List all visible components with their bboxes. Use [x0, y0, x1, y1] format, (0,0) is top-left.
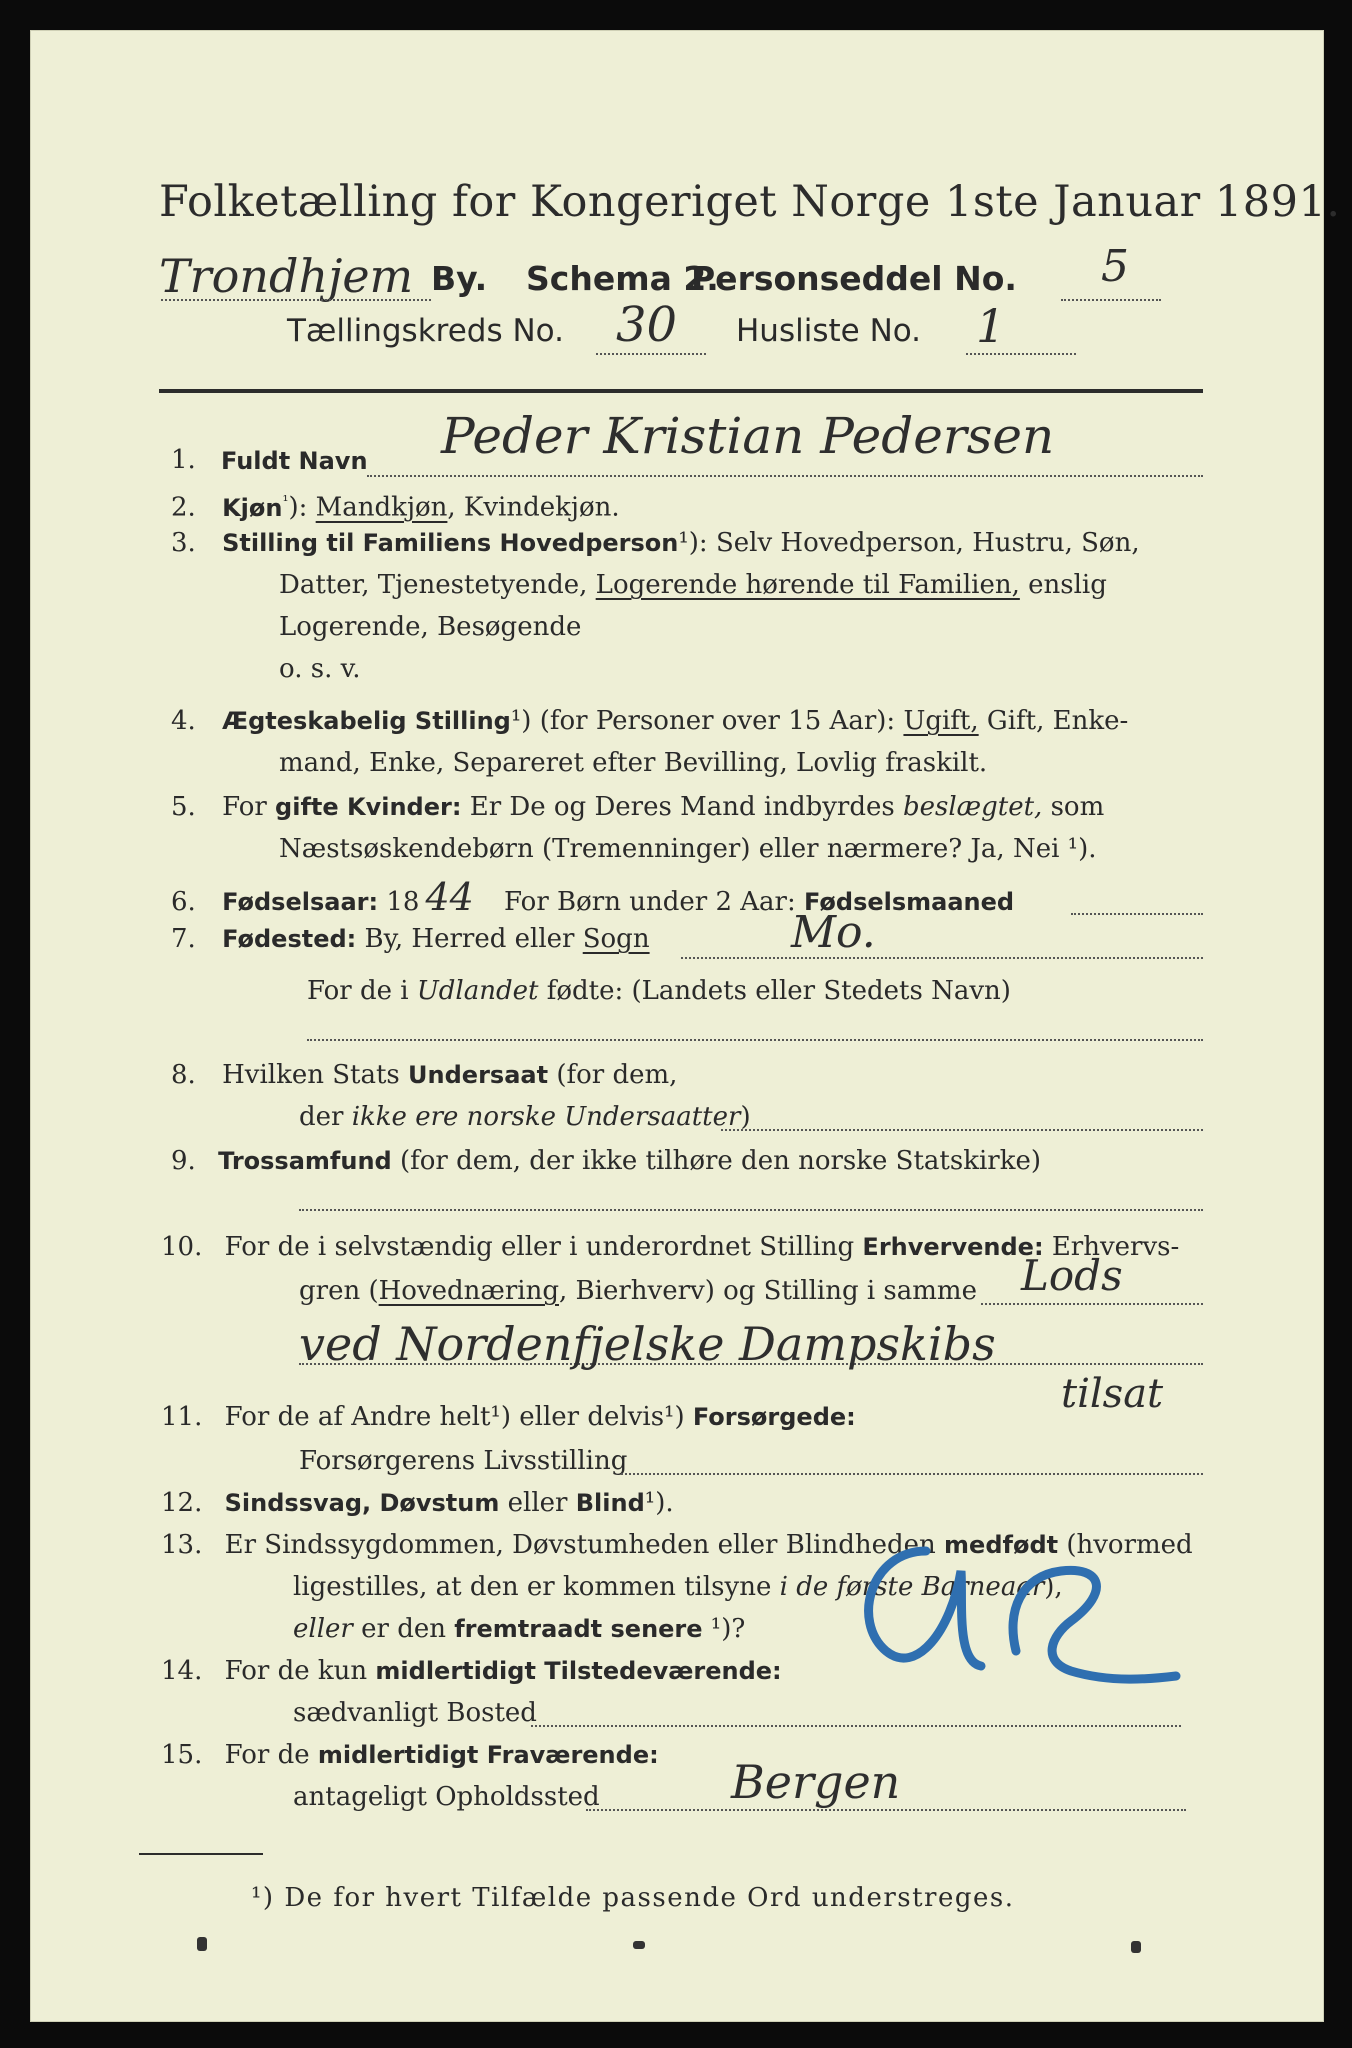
q11-line2: Forsørgerens Livsstilling — [299, 1446, 628, 1476]
q8-line1-end: (for dem, — [548, 1060, 678, 1090]
q10-answer-employer: ved Nordenfjelske Dampskibs — [299, 1317, 996, 1371]
q7-answer: Mo. — [791, 907, 876, 958]
kreds-label: Tællingskreds No. — [287, 313, 564, 349]
q10-hovednaering-underlined: Hovednæring — [378, 1276, 559, 1306]
q2-mandkjon-underlined: Mandkjøn — [315, 492, 448, 523]
q2-number: 2. — [171, 492, 196, 523]
city-dotline — [161, 299, 431, 301]
q14-number: 14. — [161, 1656, 203, 1686]
q7-line1 — [171, 919, 650, 959]
q9-label: Trossamfund — [218, 1147, 392, 1175]
q4-number: 4. — [171, 706, 196, 736]
q14-dotline — [531, 1725, 1181, 1727]
q10-answer-tilsat: tilsat — [1061, 1371, 1164, 1417]
footnote-rule — [139, 1853, 263, 1855]
q2-footnote-mark: ¹ — [282, 492, 289, 510]
q14-line1-text: For de kun — [224, 1656, 376, 1686]
q5-line1-text: Er De og Deres Mand indbyrdes — [461, 792, 903, 822]
q13-barneaar: i de første Barneaar — [779, 1572, 1045, 1602]
header-rule — [159, 389, 1203, 393]
q8-line1-text: Hvilken Stats — [222, 1060, 409, 1090]
q15-label: midlertidigt Fraværende: — [317, 1741, 659, 1769]
q15-line2: antageligt Opholdssted — [293, 1782, 600, 1812]
q8-line2 — [299, 1097, 751, 1137]
q12-label: Sindssvag, Døvstum — [224, 1489, 500, 1517]
q7-udlandet: Udlandet — [416, 976, 539, 1006]
q10-line2-end: , Bierhverv) og Stilling i samme — [559, 1276, 977, 1306]
q6-dotline — [1071, 913, 1203, 915]
q6-line — [171, 877, 1014, 922]
q5-label: gifte Kvinder: — [275, 793, 462, 821]
kreds-dotline — [596, 353, 706, 355]
q3-line1 — [171, 523, 1140, 563]
q7-label: Fødested: — [222, 925, 357, 953]
q3-logerende-underlined: Logerende hørende til Familien, — [595, 570, 1020, 600]
city-handwritten: Trondhjem — [159, 249, 414, 303]
q8-dotline — [721, 1129, 1203, 1131]
q4-line1-text: ¹) (for Personer over 15 Aar): — [510, 706, 904, 736]
q7-line1-text: By, Herred eller — [356, 924, 583, 954]
q13-number: 13. — [161, 1530, 203, 1560]
q5-line1 — [171, 787, 1104, 827]
kreds-number: 30 — [616, 297, 678, 353]
ink-speck — [197, 1937, 207, 1951]
q14-line2: sædvanligt Bosted — [293, 1698, 537, 1728]
q3-line4: o. s. v. — [279, 654, 361, 684]
q8-label: Undersaat — [408, 1061, 549, 1089]
q6-number: 6. — [171, 887, 196, 917]
q9-line — [171, 1141, 1041, 1181]
q1-number: 1. — [171, 445, 196, 475]
q7-line2-end: fødte: (Landets eller Stedets Navn) — [538, 976, 1011, 1006]
q9-dotline — [299, 1209, 1203, 1211]
q9-number: 9. — [171, 1146, 196, 1176]
q6-fodselsmaaned-label: Fødselsmaaned — [803, 888, 1015, 916]
q11-number: 11. — [161, 1402, 203, 1432]
q4-label: Ægteskabelig Stilling — [222, 707, 511, 735]
q3-line3: Logerende, Besøgende — [279, 612, 582, 642]
q9-rest: (for dem, der ikke tilhøre den norske Statskirke) — [391, 1146, 1042, 1176]
q11-line1 — [161, 1397, 856, 1437]
q7-dotline — [681, 957, 1203, 959]
q14-label: midlertidigt Tilstedeværende: — [375, 1657, 782, 1685]
q10-line1-end: Erhvervs- — [1043, 1232, 1180, 1262]
personseddel-dotline — [1061, 299, 1161, 301]
q13-line3-text: er den — [352, 1614, 455, 1644]
q3-line2 — [279, 565, 1107, 605]
census-form-page — [30, 30, 1341, 2022]
q10-number: 10. — [161, 1232, 203, 1262]
q8-undersaatter: ikke ere norske Undersaatter — [351, 1102, 741, 1132]
q4-ugift-underlined: Ugift, — [903, 706, 979, 736]
q3-label: Stilling til Familiens Hovedperson — [222, 529, 679, 557]
q8-number: 8. — [171, 1060, 196, 1090]
q2-rest: , Kvindekjøn. — [447, 492, 620, 523]
q13-line2-end: ), — [1044, 1572, 1063, 1602]
q11-dotline — [621, 1473, 1203, 1475]
q7-number: 7. — [171, 924, 196, 954]
by-label: By. — [431, 259, 488, 298]
q15-answer: Bergen — [731, 1755, 901, 1809]
q7-sogn-underlined: Sogn — [582, 924, 650, 954]
q6-prefix: 18 — [378, 887, 420, 917]
q6-answer-year: 44 — [425, 875, 474, 919]
q15-number: 15. — [161, 1740, 203, 1770]
q7-line2-text: For de i — [307, 976, 417, 1006]
q3-number: 3. — [171, 528, 196, 558]
q5-number: 5. — [171, 792, 196, 822]
q12-rest: ¹). — [644, 1488, 674, 1518]
q13-line3-end: ¹)? — [702, 1614, 746, 1644]
schema-label: Schema 2. — [526, 259, 719, 298]
q1-dotline — [367, 475, 1203, 477]
footnote: ¹) De for hvert Tilfælde passende Ord understreges. — [251, 1883, 1015, 1913]
q10-line2 — [299, 1271, 977, 1311]
q15-dotline — [586, 1809, 1186, 1811]
q13-fremtraadt-label: fremtraadt senere — [454, 1615, 703, 1643]
ink-speck — [633, 1941, 645, 1949]
q13-line1-end: (hvormed — [1058, 1530, 1193, 1560]
personseddel-label: Personseddel No. — [691, 259, 1017, 298]
q13-line2-text: ligestilles, at den er kommen tilsyne — [293, 1572, 780, 1602]
q15-line1-text: For de — [224, 1740, 318, 1770]
q12-mid: eller — [499, 1488, 576, 1518]
q12-number: 12. — [161, 1488, 203, 1518]
q11-line1-text: For de af Andre helt¹) eller delvis¹) — [224, 1402, 693, 1432]
q14-line1 — [161, 1651, 782, 1691]
q4-line1 — [171, 701, 1128, 741]
q8-line1 — [171, 1055, 677, 1095]
blue-pencil-mark — [831, 1511, 1191, 1711]
q13-eller: eller — [293, 1614, 353, 1644]
q6-label: Fødselsaar: — [222, 888, 379, 916]
q5-line2: Næstsøskendebørn (Tremenninger) eller nærmere? Ja, Nei ¹). — [279, 834, 1097, 864]
q10-label: Erhvervende: — [862, 1233, 1044, 1261]
q12-label2: Blind — [575, 1489, 645, 1517]
husliste-number: 1 — [976, 299, 1006, 353]
q10-dotline — [981, 1303, 1203, 1305]
q7-line2 — [307, 971, 1011, 1011]
q13-line1-text: Er Sindssygdommen, Døvstumheden eller Blindheden — [224, 1530, 945, 1560]
q8-line2-end: ) — [740, 1102, 751, 1132]
q12-line — [161, 1483, 674, 1523]
personseddel-number: 5 — [1101, 241, 1129, 292]
q5-beslaegtet: beslægtet, — [902, 792, 1043, 822]
q10-line1-text: For de i selvstændig eller i underordnet Stilling — [224, 1232, 863, 1262]
q3-line1-rest: ¹): Selv Hovedperson, Hustru, Søn, — [678, 528, 1140, 558]
q4-line1-end: Gift, Enke- — [978, 706, 1129, 736]
q3-line2-end: enslig — [1019, 570, 1107, 600]
q4-line2: mand, Enke, Separeret efter Bevilling, Lovlig fraskilt. — [279, 748, 988, 778]
q15-line1 — [161, 1735, 659, 1775]
q2-text: ): — [288, 492, 316, 523]
q3-line2-text: Datter, Tjenestetyende, — [279, 570, 596, 600]
q8-line2-text: der — [299, 1102, 352, 1132]
q2-label: Kjøn — [222, 493, 283, 522]
q10-answer-lods: Lods — [1021, 1251, 1123, 1300]
q10-line2-text: gren ( — [299, 1276, 379, 1306]
q2-line — [171, 481, 620, 528]
form-title: Folketælling for Kongeriget Norge 1ste Januar 1891. — [159, 177, 1341, 227]
q1-answer-name: Peder Kristian Pedersen — [441, 407, 1055, 465]
q13-line3 — [293, 1609, 745, 1649]
q5-line1-end: som — [1042, 792, 1105, 822]
q1-label: Fuldt Navn — [221, 447, 368, 475]
husliste-label: Husliste No. — [736, 313, 922, 349]
q6-rest: For Børn under 2 Aar: — [495, 887, 804, 917]
q7-blank-dotline — [307, 1039, 1203, 1041]
husliste-dotline — [966, 353, 1076, 355]
q11-label: Forsørgede: — [692, 1403, 856, 1431]
ink-speck — [1131, 1941, 1141, 1953]
q13-label: medfødt — [944, 1531, 1059, 1559]
q5-pre: For — [222, 792, 276, 822]
